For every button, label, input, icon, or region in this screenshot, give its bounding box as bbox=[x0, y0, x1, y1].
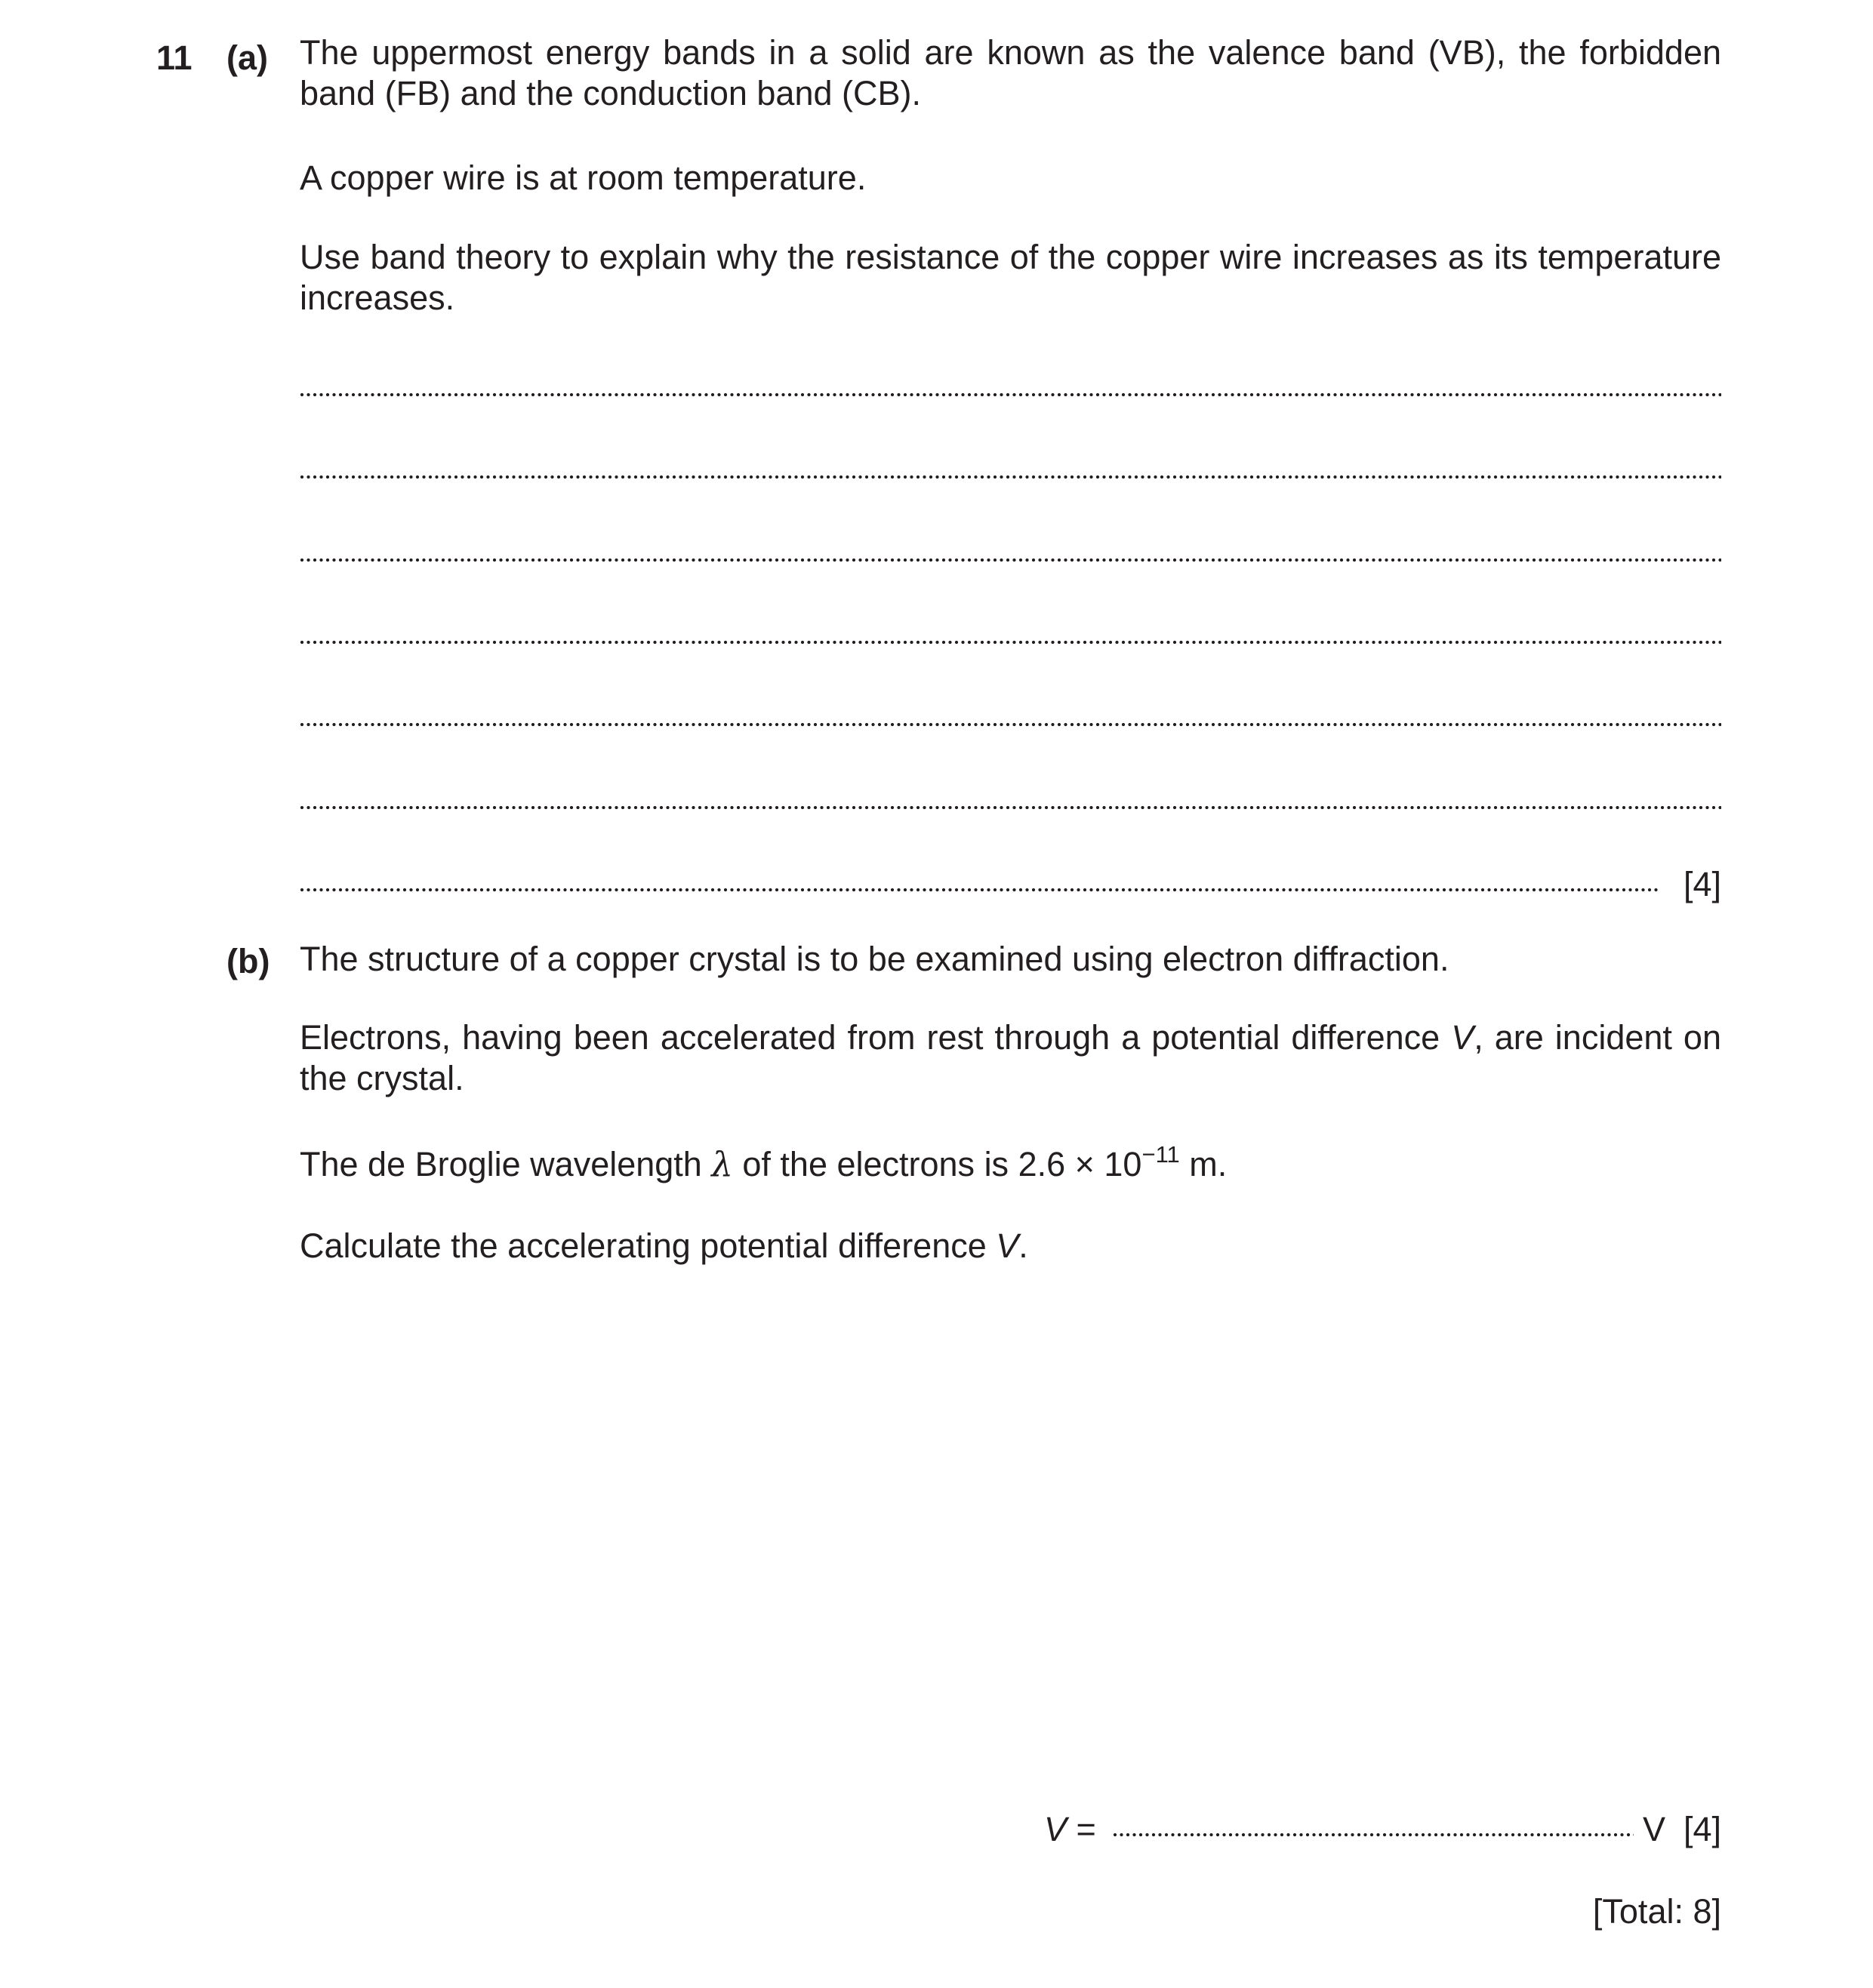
part-b-instruction bbox=[300, 1226, 1028, 1265]
lambda-symbol: λ bbox=[711, 1144, 733, 1184]
part-a-intro: The uppermost energy bands in a solid are known as the valence band (VB), the forbidden band (FB) and the conduction band (CB). bbox=[300, 33, 1721, 112]
answer-line[interactable] bbox=[300, 805, 1721, 810]
instruction-variable: V bbox=[996, 1226, 1019, 1265]
wavelength-exponent: −11 bbox=[1141, 1141, 1180, 1168]
context-text-post: , are incident on the crystal. bbox=[300, 1018, 1721, 1097]
part-b-intro: The structure of a copper crystal is to be examined using electron diffraction. bbox=[300, 940, 1449, 978]
answer-line[interactable] bbox=[300, 640, 1721, 645]
answer-line[interactable] bbox=[300, 722, 1721, 727]
answer-line[interactable] bbox=[300, 558, 1721, 562]
wavelength-text-mid: of the electrons is 2.6 × 10 bbox=[732, 1145, 1142, 1183]
wavelength-unit: m. bbox=[1179, 1145, 1228, 1183]
answer-label bbox=[1044, 1810, 1096, 1849]
wavelength-text-pre: The de Broglie wavelength bbox=[300, 1145, 712, 1183]
context-variable: V bbox=[1451, 1018, 1474, 1057]
answer-variable: V bbox=[1044, 1810, 1067, 1848]
instruction-text-pre: Calculate the accelerating potential difference bbox=[300, 1226, 997, 1265]
total-marks: [Total: 8] bbox=[1592, 1892, 1721, 1931]
answer-line[interactable] bbox=[300, 392, 1721, 397]
answer-line-b[interactable] bbox=[1113, 1833, 1634, 1837]
part-a-marks: [4] bbox=[1683, 865, 1721, 903]
part-b-marks: [4] bbox=[1683, 1810, 1721, 1848]
context-text-pre: Electrons, having been accelerated from rest through a potential difference bbox=[300, 1018, 1452, 1057]
instruction-text-post: . bbox=[1018, 1226, 1028, 1265]
part-b-label: (b) bbox=[226, 942, 270, 980]
part-b-context bbox=[300, 1017, 1721, 1099]
question-number: 11 bbox=[156, 38, 193, 77]
answer-unit: V bbox=[1643, 1810, 1666, 1848]
answer-line[interactable] bbox=[300, 475, 1721, 479]
part-a-instruction: Use band theory to explain why the resistance of the copper wire increases as its temperature increases. bbox=[300, 238, 1721, 317]
part-b-wavelength bbox=[300, 1141, 1228, 1184]
part-a-context: A copper wire is at room temperature. bbox=[300, 158, 867, 197]
answer-equals: = bbox=[1067, 1810, 1096, 1848]
part-a-label: (a) bbox=[226, 38, 268, 77]
answer-line[interactable] bbox=[300, 888, 1659, 892]
